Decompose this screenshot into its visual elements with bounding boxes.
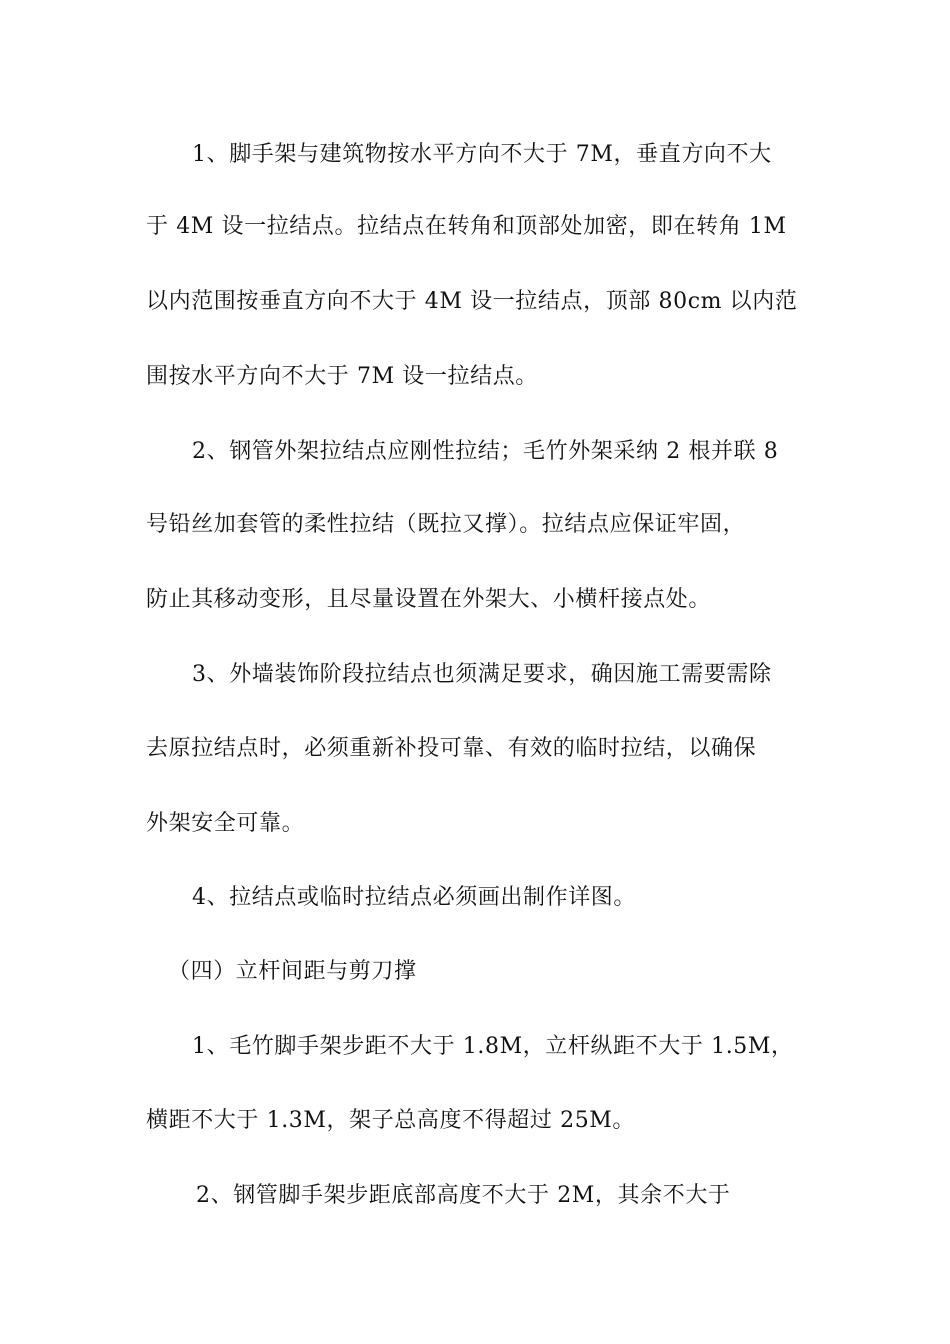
paragraph-3-line-1: 3、外墙装饰阶段拉结点也须满足要求，确因施工需要需除 <box>192 662 772 687</box>
paragraph-1-line-1: 1、脚手架与建筑物按水平方向不大于 7M，垂直方向不大 <box>192 142 772 167</box>
paragraph-1-line-2: 于 4M 设一拉结点。拉结点在转角和顶部处加密，即在转角 1M <box>146 214 787 239</box>
paragraph-2-line-1: 2、钢管外架拉结点应刚性拉结；毛竹外架采纳 2 根并联 8 <box>192 439 779 464</box>
paragraph-1-line-4: 围按水平方向不大于 7M 设一拉结点。 <box>146 364 538 389</box>
paragraph-5-line-1: 1、毛竹脚手架步距不大于 1.8M，立杆纵距不大于 1.5M， <box>192 1034 794 1059</box>
paragraph-1-line-3: 以内范围按垂直方向不大于 4M 设一拉结点，顶部 80cm 以内范 <box>146 289 798 314</box>
paragraph-5-line-2: 横距不大于 1.3M，架子总高度不得超过 25M。 <box>146 1108 636 1133</box>
paragraph-2-line-2: 号铅丝加套管的柔性拉结（既拉又撑）。拉结点应保证牢固， <box>146 512 746 537</box>
paragraph-6-line-1: 2、钢管脚手架步距底部高度不大于 2M，其余不大于 <box>196 1183 731 1208</box>
paragraph-2-line-3: 防止其移动变形，且尽量设置在外架大、小横杆接点处。 <box>146 587 712 612</box>
paragraph-3-line-2: 去原拉结点时，必须重新补投可靠、有效的临时拉结，以确保 <box>146 736 757 761</box>
paragraph-4-line-1: 4、拉结点或临时拉结点必须画出制作详图。 <box>192 885 636 910</box>
paragraph-3-line-3: 外架安全可靠。 <box>146 811 305 836</box>
section-heading: （四）立杆间距与剪刀撑 <box>168 959 417 984</box>
